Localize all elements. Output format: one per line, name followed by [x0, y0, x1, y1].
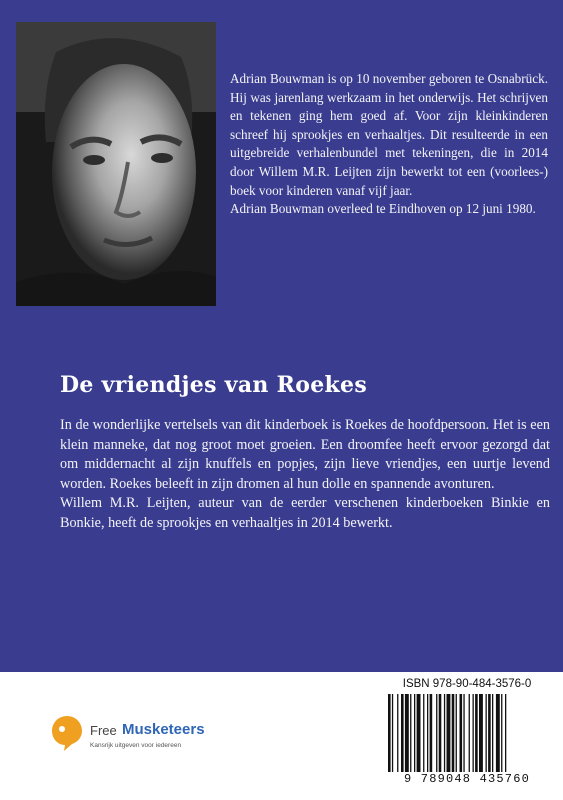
bio-paragraph-1: Adrian Bouwman is op 10 november geboren te Osnabrück. Hij was jarenlang werkzaam in het onderwijs. Het schrijven en tekenen ging hem goed af. Voor zijn kleinkinderen schreef hij sprookjes en verhaaltjes. Dit resulteerde in een uitgebreide verhalenbundel met tekeningen, die in 2014 door Willem M.R. Leijten zijn bewerkt tot een (voorlees-) boek voor kinderen vanaf vijf jaar.	[230, 71, 548, 198]
author-portrait-image	[16, 22, 216, 306]
publisher-logo	[48, 700, 248, 770]
publisher-name-musketeers: Musketeers	[122, 721, 205, 738]
isbn-barcode-block	[378, 676, 556, 794]
barcode-icon	[386, 694, 550, 772]
author-bio	[230, 70, 548, 219]
blurb-paragraph-1: In de wonderlijke vertelsels van dit kinderboek is Roekes de hoofdpersoon. Het is een klein manneke, dat nog groot moet groeien. Een droomfee heeft ervoor gezorgd dat om middernacht al zijn knuffels en popjes, zijn lieve vriendjes, een uurtje levend worden. Roekes beleeft in zijn dromen al hun dolle en spannende avonturen.	[60, 417, 550, 492]
isbn-label: ISBN 978-90-484-3576-0	[402, 678, 532, 690]
book-blurb	[60, 416, 550, 534]
publisher-tagline: Kansrijk uitgeven voor iedereen	[90, 742, 182, 749]
blurb-paragraph-2: Willem M.R. Leijten, auteur van de eerder verschenen kinderboeken Binkie en Bonkie, heeft de sprookjes en verhaaltjes in 2014 bewerkt.	[60, 495, 550, 531]
speech-bubble-icon	[50, 714, 84, 752]
bio-paragraph-2: Adrian Bouwman overleed te Eindhoven op 12 juni 1980.	[230, 201, 536, 217]
author-portrait	[16, 22, 216, 306]
barcode-digits: 9 789048 435760	[403, 772, 531, 786]
book-title: De vriendjes van Roekes	[60, 372, 368, 398]
publisher-name-free: Free	[90, 723, 117, 738]
